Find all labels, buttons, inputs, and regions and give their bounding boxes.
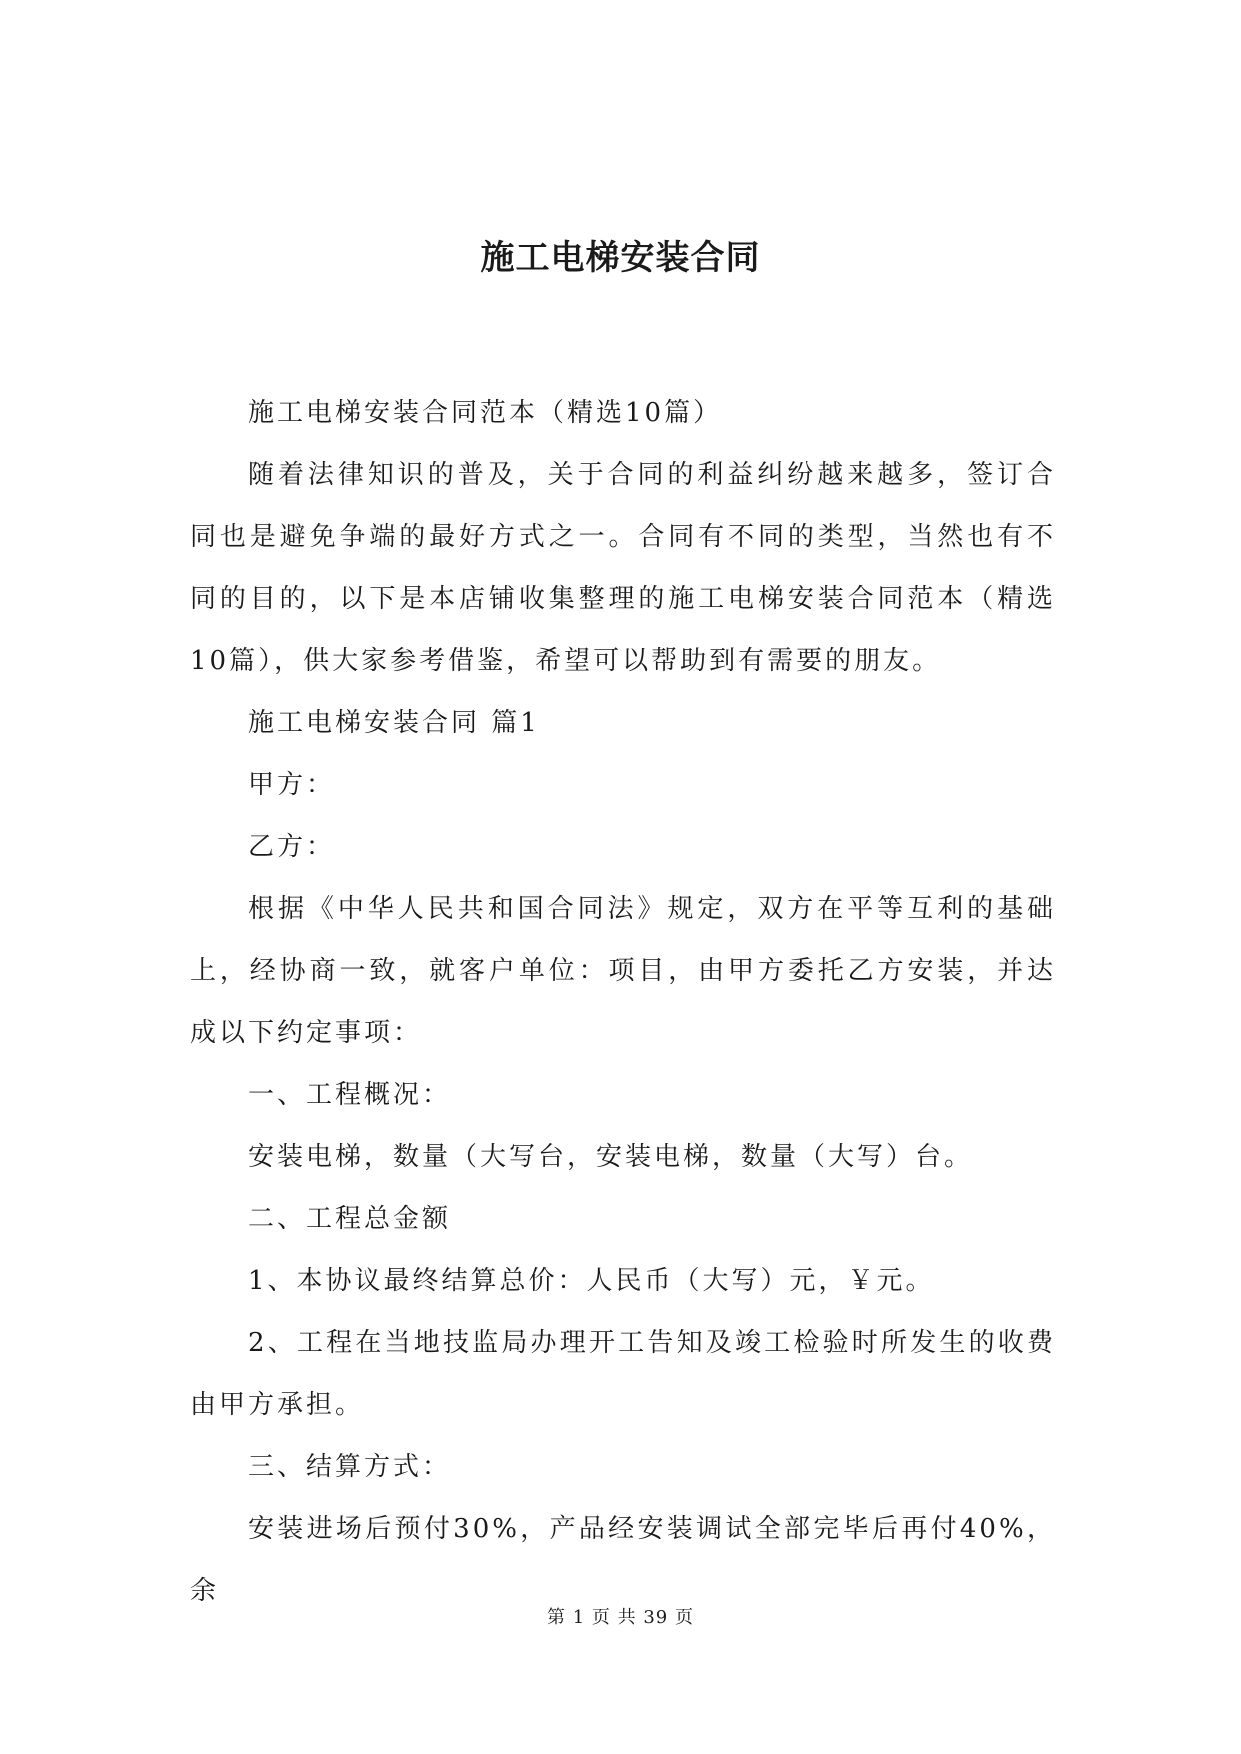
page-footer: 第 1 页 共 39 页 (547, 1607, 694, 1628)
paragraph-basis: 根据《中华人民共和国合同法》规定，双方在平等互利的基础上，经协商一致，就客户单位：项目，由甲方委托乙方安装，并达成以下约定事项： (190, 894, 1056, 1048)
paragraph-clause-2-heading: 二、工程总金额 (248, 1204, 452, 1234)
paragraph-clause-2-item-2: 2、工程在当地技监局办理开工告知及竣工检验时所发生的收费由甲方承担。 (190, 1328, 1056, 1420)
document-body (190, 382, 1056, 1622)
paragraph-clause-3-heading: 三、结算方式： (248, 1452, 452, 1482)
paragraph-subtitle: 施工电梯安装合同范本（精选10篇） (248, 398, 723, 428)
paragraph-section-heading: 施工电梯安装合同 篇1 (248, 708, 540, 738)
paragraph-clause-3-body: 安装进场后预付30%，产品经安装调试全部完毕后再付40%，余 (190, 1514, 1056, 1606)
paragraph-party-b: 乙方： (248, 832, 336, 862)
document-title: 施工电梯安装合同 (480, 238, 761, 278)
paragraph-intro: 随着法律知识的普及，关于合同的利益纠纷越来越多，签订合同也是避免争端的最好方式之一。合同有不同的类型，当然也有不同的目的，以下是本店铺收集整理的施工电梯安装合同范本（精选10篇），供大家参考借鉴，希望可以帮助到有需要的朋友。 (190, 460, 1056, 676)
paragraph-clause-2-item-1: 1、本协议最终结算总价：人民币（大写）元，￥元。 (248, 1266, 935, 1296)
paragraph-clause-1-body: 安装电梯，数量（大写台，安装电梯，数量（大写）台。 (248, 1142, 974, 1172)
paragraph-clause-1-heading: 一、工程概况： (248, 1080, 452, 1110)
paragraph-party-a: 甲方： (248, 770, 336, 800)
